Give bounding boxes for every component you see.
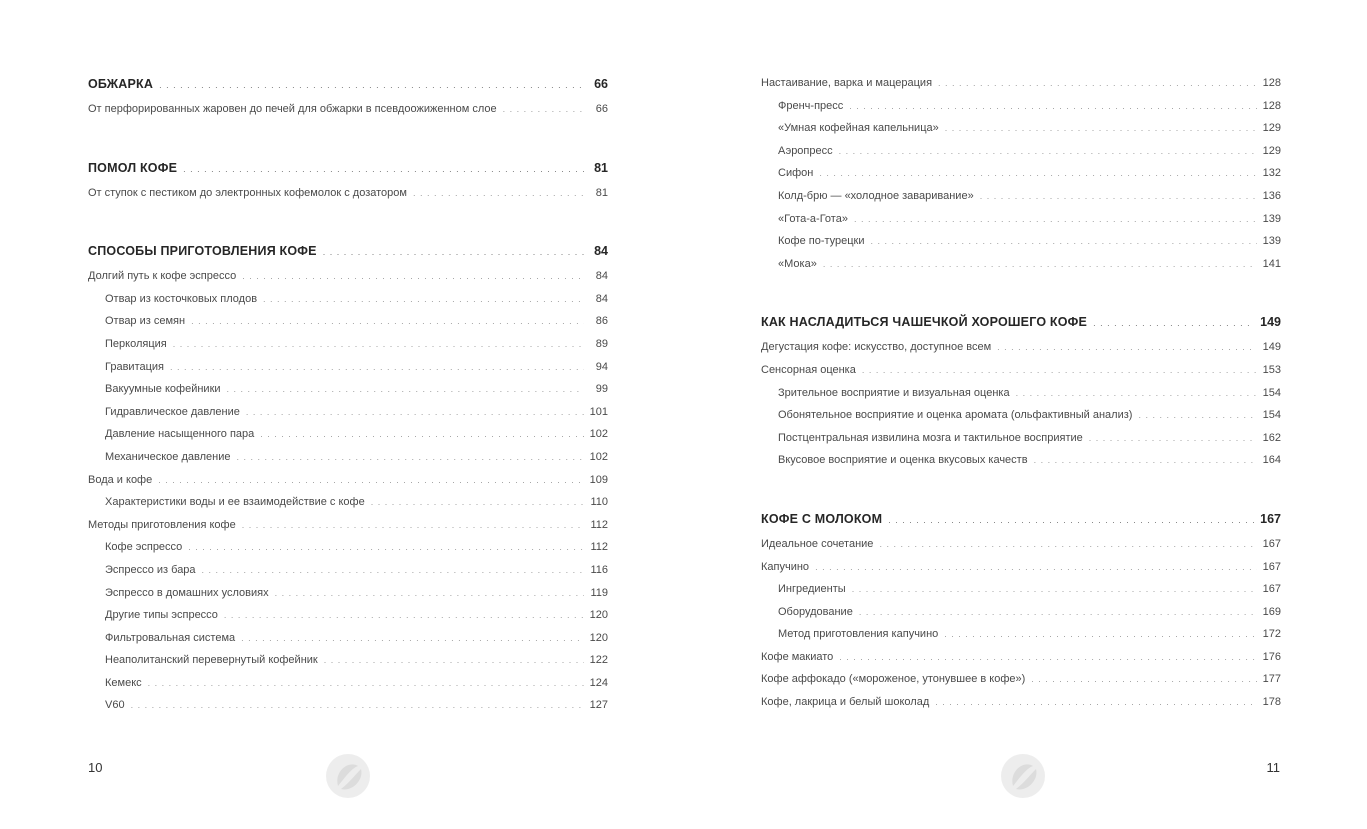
toc-entry-title: «Гота-а-Гота» <box>778 212 848 225</box>
toc-entry[interactable] <box>88 103 608 126</box>
dot-leader <box>849 101 1256 111</box>
section-gap <box>761 280 1281 315</box>
toc-section[interactable] <box>761 315 1281 341</box>
toc-entry[interactable] <box>761 606 1281 629</box>
dot-leader <box>815 562 1257 572</box>
dot-leader <box>224 610 584 620</box>
toc-entry[interactable] <box>761 341 1281 364</box>
toc-entry-title: Колд-брю — «холодное заваривание» <box>778 189 974 202</box>
toc-entry[interactable] <box>88 609 608 632</box>
dot-leader <box>236 452 583 462</box>
toc-entry[interactable] <box>761 258 1281 281</box>
toc-entry-page: 112 <box>590 518 608 531</box>
toc-entry[interactable] <box>88 699 608 722</box>
dot-leader <box>1089 433 1257 443</box>
toc-section-page: 149 <box>1260 315 1281 330</box>
toc-entry-page: 136 <box>1262 189 1281 202</box>
dot-leader <box>188 542 584 552</box>
toc-section-title: ОБЖАРКА <box>88 77 154 91</box>
toc-entry-title: Обонятельное восприятие и оценка аромата (ольфактивный анализ) <box>778 409 1133 422</box>
toc-entry-page: 109 <box>589 473 608 486</box>
toc-entry-title: Давление насыщенного пара <box>105 428 255 441</box>
toc-entry[interactable] <box>88 474 608 497</box>
page-number-right: 11 <box>1266 760 1280 775</box>
toc-entry-page: 167 <box>1262 583 1281 596</box>
toc-entry-title: Аэропресс <box>778 144 833 157</box>
dot-leader <box>980 191 1257 201</box>
toc-section-page: 84 <box>594 244 608 259</box>
toc-entry-title: Эспрессо в домашних условиях <box>105 586 269 599</box>
toc-entry-title: Неаполитанский перевернутый кофейник <box>105 654 318 667</box>
dot-leader <box>275 588 584 598</box>
toc-section[interactable] <box>88 161 608 187</box>
dot-leader <box>246 407 584 417</box>
toc-entry[interactable] <box>761 583 1281 606</box>
toc-entry-page: 172 <box>1262 628 1281 641</box>
toc-entry[interactable] <box>88 383 608 406</box>
toc-entry[interactable] <box>88 361 608 384</box>
toc-entry-page: 167 <box>1262 560 1281 573</box>
toc-entry-page: 110 <box>590 496 608 509</box>
toc-entry-title: Сифон <box>778 167 814 180</box>
toc-entry-page: 169 <box>1262 605 1281 618</box>
dot-leader <box>242 520 584 530</box>
toc-entry-title: Оборудование <box>778 605 853 618</box>
toc-entry[interactable] <box>88 293 608 316</box>
toc-entry-page: 129 <box>1262 144 1281 157</box>
dot-leader <box>938 78 1257 88</box>
toc-entry-page: 124 <box>589 676 608 689</box>
toc-entry-title: Идеальное сочетание <box>761 537 874 550</box>
dot-leader <box>879 539 1256 549</box>
toc-entry-title: «Мока» <box>778 257 817 270</box>
toc-entry[interactable] <box>88 587 608 610</box>
toc-entry[interactable] <box>88 677 608 700</box>
toc-entry-page: 86 <box>595 315 608 328</box>
toc-entry-page: 116 <box>590 563 608 576</box>
toc-entry[interactable] <box>761 167 1281 190</box>
toc-entry[interactable] <box>761 100 1281 123</box>
dot-leader <box>263 294 584 304</box>
toc-entry-title: Кофе макиато <box>761 650 834 663</box>
dot-leader <box>839 652 1256 662</box>
toc-section-title: ПОМОЛ КОФЕ <box>88 160 178 175</box>
toc-entry-title: Характеристики воды и ее взаимодействие с кофе <box>105 496 365 509</box>
toc-entry-page: 129 <box>1262 122 1281 135</box>
toc-entry[interactable] <box>88 315 608 338</box>
toc-entry[interactable] <box>761 409 1281 432</box>
dot-leader <box>935 697 1256 707</box>
dot-leader <box>839 146 1257 156</box>
toc-entry[interactable] <box>761 235 1281 258</box>
dot-leader <box>260 429 583 439</box>
toc-entry-title: От ступок с пестиком до электронных кофемолок с дозатором <box>88 186 407 199</box>
section-gap <box>88 209 608 244</box>
toc-entry[interactable] <box>761 122 1281 145</box>
toc-entry-title: V60 <box>105 699 125 712</box>
toc-entry-page: 139 <box>1262 212 1281 225</box>
toc-entry-page: 102 <box>589 450 608 463</box>
section-gap <box>88 126 608 161</box>
toc-entry[interactable] <box>761 628 1281 651</box>
page-number-left: 10 <box>88 760 103 775</box>
toc-entry[interactable] <box>761 145 1281 168</box>
toc-entry-page: 66 <box>595 103 608 115</box>
toc-entry-page: 112 <box>590 541 608 554</box>
dot-leader <box>324 655 584 665</box>
dot-leader <box>158 475 583 485</box>
dot-leader <box>413 188 584 198</box>
toc-entry-page: 94 <box>595 360 608 373</box>
dot-leader <box>888 515 1254 525</box>
toc-entry-page: 164 <box>1262 454 1281 467</box>
toc-entry[interactable] <box>761 213 1281 236</box>
toc-entry[interactable] <box>761 432 1281 455</box>
dot-leader <box>862 365 1257 375</box>
toc-left <box>88 77 608 722</box>
dot-leader <box>871 236 1257 246</box>
toc-entry-page: 84 <box>595 270 608 283</box>
right-page <box>683 0 1367 829</box>
toc-entry-title: Капучино <box>761 560 810 573</box>
toc-entry-page: 127 <box>589 699 608 712</box>
dot-leader <box>131 700 584 710</box>
dot-leader <box>945 123 1257 133</box>
toc-section-title: КАК НАСЛАДИТЬСЯ ЧАШЕЧКОЙ ХОРОШЕГО КОФЕ <box>761 315 1088 330</box>
toc-entry-page: 101 <box>589 405 608 418</box>
dot-leader <box>852 584 1257 594</box>
toc-section-title: СПОСОБЫ ПРИГОТОВЛЕНИЯ КОФЕ <box>88 244 317 259</box>
toc-entry[interactable] <box>88 428 608 451</box>
toc-entry-title: Гравитация <box>105 360 164 373</box>
coffee-bean-logo-icon <box>999 752 1047 800</box>
toc-entry-title: Механическое давление <box>105 450 231 463</box>
dot-leader <box>173 339 584 349</box>
toc-entry[interactable] <box>88 451 608 474</box>
toc-entry[interactable] <box>761 77 1281 100</box>
toc-entry-title: Отвар из косточковых плодов <box>105 292 258 305</box>
toc-entry-title: От перфорированных жаровен до печей для обжарки в псевдоожиженном слое <box>88 103 497 115</box>
toc-entry-title: Вкусовое восприятие и оценка вкусовых качеств <box>778 454 1028 467</box>
toc-entry-title: Вакуумные кофейники <box>105 383 221 396</box>
dot-leader <box>819 168 1256 178</box>
toc-entry-page: 128 <box>1262 99 1281 112</box>
toc-entry-page: 141 <box>1262 257 1281 270</box>
dot-leader <box>227 384 584 394</box>
toc-entry-page: 149 <box>1262 341 1281 354</box>
dot-leader <box>997 342 1256 352</box>
toc-entry-title: Перколяция <box>105 337 167 350</box>
left-page <box>0 0 683 829</box>
toc-entry-title: Метод приготовления капучино <box>778 628 939 641</box>
toc-entry[interactable] <box>761 651 1281 674</box>
toc-entry-title: Гидравлическое давление <box>105 405 240 418</box>
toc-entry-title: Дегустация кофе: искусство, доступное всем <box>761 341 992 354</box>
toc-entry[interactable] <box>761 387 1281 410</box>
toc-entry-title: Кофе аффокадо («мороженое, утонувшее в кофе») <box>761 673 1026 686</box>
toc-entry-title: Френч-пресс <box>778 99 844 112</box>
toc-entry-title: Эспрессо из бара <box>105 563 196 576</box>
dot-leader <box>371 497 584 507</box>
dot-leader <box>170 362 584 372</box>
dot-leader <box>1034 455 1257 465</box>
toc-entry-page: 122 <box>589 654 608 667</box>
dot-leader <box>1031 674 1256 684</box>
dot-leader <box>823 259 1257 269</box>
toc-entry[interactable] <box>761 561 1281 584</box>
toc-entry-page: 128 <box>1262 77 1281 89</box>
toc-entry[interactable] <box>88 187 608 210</box>
toc-right <box>761 77 1281 719</box>
toc-entry-page: 119 <box>590 586 608 599</box>
toc-entry-title: Отвар из семян <box>105 315 186 328</box>
toc-entry-title: Настаивание, варка и мацерация <box>761 77 933 89</box>
dot-leader <box>183 164 584 174</box>
toc-entry[interactable] <box>88 406 608 429</box>
toc-entry[interactable] <box>761 673 1281 696</box>
toc-entry-page: 81 <box>595 186 608 199</box>
toc-entry[interactable] <box>761 454 1281 477</box>
toc-entry-page: 177 <box>1262 673 1281 686</box>
toc-entry-page: 153 <box>1262 363 1281 376</box>
toc-entry[interactable] <box>88 496 608 519</box>
toc-entry-title: Ингредиенты <box>778 583 846 596</box>
toc-entry-title: «Умная кофейная капельница» <box>778 122 939 135</box>
toc-entry-page: 154 <box>1262 386 1281 399</box>
toc-entry[interactable] <box>88 564 608 587</box>
toc-entry[interactable] <box>88 654 608 677</box>
toc-entry-title: Кофе эспрессо <box>105 541 183 554</box>
toc-entry-page: 89 <box>595 337 608 350</box>
dot-leader <box>859 607 1257 617</box>
dot-leader <box>854 214 1257 224</box>
toc-entry-title: Кемекс <box>105 676 142 689</box>
toc-section-title: КОФЕ С МОЛОКОМ <box>761 511 883 526</box>
toc-entry[interactable] <box>761 190 1281 213</box>
toc-entry-title: Сенсорная оценка <box>761 363 856 376</box>
toc-entry-title: Вода и кофе <box>88 473 153 486</box>
toc-section-page: 66 <box>594 77 608 91</box>
toc-section[interactable] <box>88 77 608 103</box>
dot-leader <box>242 271 584 281</box>
section-gap <box>761 477 1281 512</box>
toc-entry-title: Зрительное восприятие и визуальная оценка <box>778 386 1010 399</box>
toc-entry-title: Долгий путь к кофе эспрессо <box>88 270 237 283</box>
toc-entry-title: Кофе, лакрица и белый шоколад <box>761 696 930 709</box>
toc-entry-page: 176 <box>1262 650 1281 663</box>
toc-section[interactable] <box>761 512 1281 538</box>
toc-entry-page: 102 <box>589 428 608 441</box>
toc-entry-title: Кофе по-турецки <box>778 235 865 248</box>
dot-leader <box>202 565 584 575</box>
toc-entry-title: Методы приготовления кофе <box>88 518 236 531</box>
toc-entry[interactable] <box>88 270 608 293</box>
dot-leader <box>1138 410 1256 420</box>
toc-entry-page: 84 <box>595 292 608 305</box>
toc-entry[interactable] <box>761 364 1281 387</box>
dot-leader <box>148 678 584 688</box>
toc-section-page: 81 <box>594 160 608 175</box>
toc-entry-title: Постцентральная извилина мозга и тактильное восприятие <box>778 431 1083 444</box>
toc-entry[interactable] <box>88 541 608 564</box>
toc-entry-page: 132 <box>1262 167 1281 180</box>
dot-leader <box>191 316 584 326</box>
toc-entry-page: 120 <box>589 631 608 644</box>
toc-entry-page: 120 <box>589 609 608 622</box>
toc-entry-page: 162 <box>1262 431 1281 444</box>
dot-leader <box>323 247 584 257</box>
toc-entry-page: 167 <box>1262 537 1281 550</box>
toc-entry-page: 139 <box>1262 235 1281 248</box>
toc-entry-title: Фильтровальная система <box>105 631 236 644</box>
dot-leader <box>159 80 584 90</box>
toc-entry[interactable] <box>88 338 608 361</box>
toc-entry[interactable] <box>761 538 1281 561</box>
dot-leader <box>1016 388 1257 398</box>
dot-leader <box>503 104 584 114</box>
toc-entry-page: 99 <box>595 383 608 396</box>
toc-entry[interactable] <box>88 519 608 542</box>
toc-section-page: 167 <box>1260 511 1281 526</box>
dot-leader <box>1093 318 1254 328</box>
dot-leader <box>944 629 1256 639</box>
toc-section[interactable] <box>88 244 608 270</box>
toc-entry[interactable] <box>761 696 1281 719</box>
toc-entry[interactable] <box>88 632 608 655</box>
dot-leader <box>241 633 584 643</box>
toc-entry-page: 178 <box>1262 696 1281 709</box>
toc-entry-title: Другие типы эспрессо <box>105 609 218 622</box>
coffee-bean-logo-icon <box>324 752 372 800</box>
toc-entry-page: 154 <box>1262 409 1281 422</box>
